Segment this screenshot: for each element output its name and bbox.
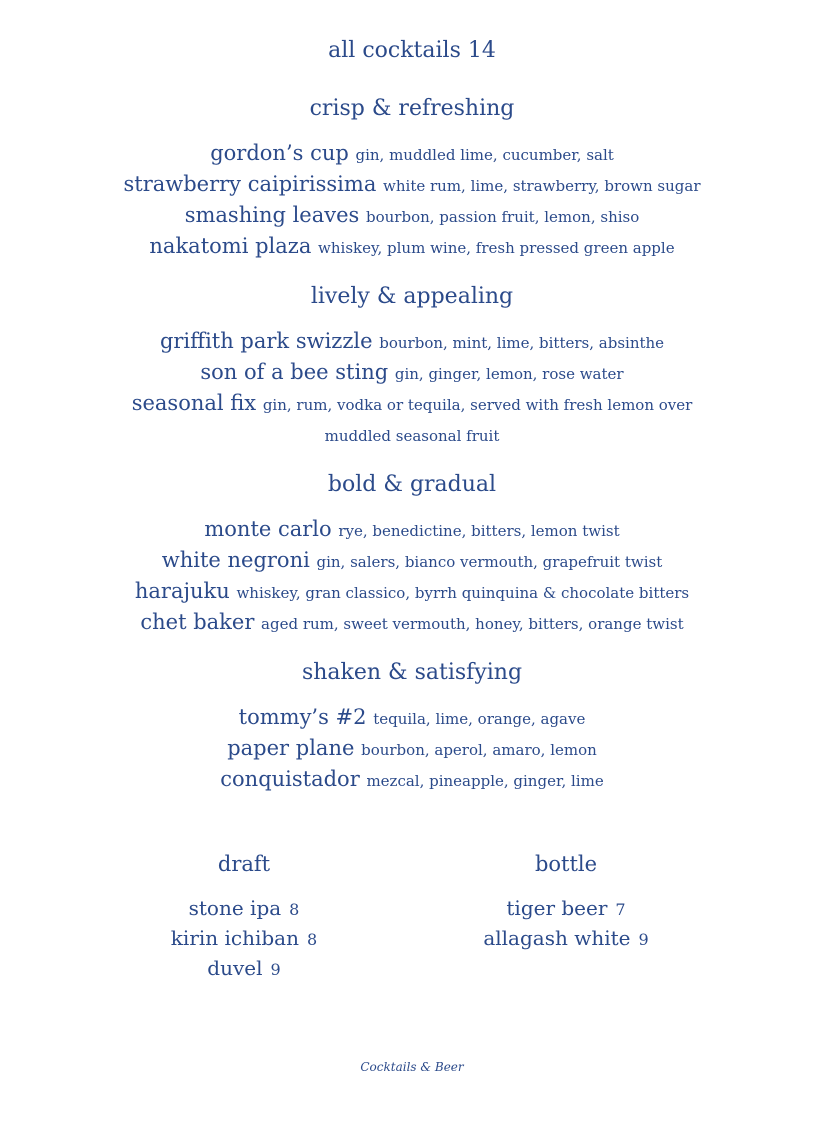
item-name: harajuku (134, 579, 230, 603)
menu-item (110, 577, 714, 608)
menu-title: all cocktails 14 (328, 38, 496, 63)
beer-name: kirin ichiban (170, 926, 299, 950)
item-name: smashing leaves (184, 203, 360, 227)
bottle-beer-list (416, 852, 716, 954)
item-description: gin, ginger, lemon, rose water (394, 365, 624, 383)
menu-item (110, 546, 714, 577)
item-description: tequila, lime, orange, agave (373, 710, 586, 728)
item-name: white negroni (161, 548, 310, 572)
item-description: white rum, lime, strawberry, brown sugar (383, 177, 701, 195)
item-name: monte carlo (204, 517, 332, 541)
section-crisp-refreshing (110, 96, 714, 263)
menu-item (110, 327, 714, 358)
item-description: rye, benedictine, bitters, lemon twist (338, 522, 620, 540)
beer-name: stone ipa (188, 896, 282, 920)
bottle-title: bottle (534, 852, 598, 876)
section-title: shaken & satisfying (301, 660, 523, 685)
menu-item (110, 608, 714, 639)
item-name: seasonal fix (131, 391, 257, 415)
item-description: gin, salers, bianco vermouth, grapefruit twist (316, 553, 663, 571)
beer-item (94, 894, 394, 924)
item-name: griffith park swizzle (159, 329, 373, 353)
section-bold-gradual (110, 472, 714, 639)
menu-item (110, 358, 714, 389)
section-title: bold & gradual (327, 472, 497, 497)
item-description: bourbon, passion fruit, lemon, shiso (366, 208, 640, 226)
beer-price: 7 (615, 900, 626, 919)
menu-item (110, 139, 714, 170)
menu-item (110, 389, 714, 451)
menu-item (110, 201, 714, 232)
item-description: bourbon, aperol, amaro, lemon (361, 741, 597, 759)
item-name: son of a bee sting (200, 360, 389, 384)
beer-name: allagash white (483, 926, 631, 950)
item-description: gin, muddled lime, cucumber, salt (355, 146, 614, 164)
beer-item (94, 924, 394, 954)
page-footer: Cocktails & Beer (360, 1060, 464, 1074)
item-description: whiskey, gran classico, byrrh quinquina & chocolate bitters (236, 584, 690, 602)
beer-item (416, 894, 716, 924)
beer-price: 9 (270, 960, 281, 979)
beer-price: 8 (307, 930, 318, 949)
beer-name: duvel (207, 956, 263, 980)
beer-item (94, 954, 394, 984)
item-name: conquistador (220, 767, 360, 791)
item-description: bourbon, mint, lime, bitters, absinthe (379, 334, 665, 352)
item-name: paper plane (227, 736, 355, 760)
menu-item (110, 734, 714, 765)
section-title: crisp & refreshing (309, 96, 515, 121)
item-name: chet baker (140, 610, 255, 634)
menu-item (110, 765, 714, 796)
item-name: nakatomi plaza (149, 234, 312, 258)
item-name: gordon’s cup (210, 141, 349, 165)
beer-price: 9 (638, 930, 649, 949)
draft-title: draft (217, 852, 271, 876)
beer-item (416, 924, 716, 954)
menu-item (110, 170, 714, 201)
menu-item (110, 703, 714, 734)
menu-item (110, 232, 714, 263)
item-description: mezcal, pineapple, ginger, lime (366, 772, 604, 790)
beer-price: 8 (289, 900, 300, 919)
menu-item (110, 515, 714, 546)
section-lively-appealing (110, 284, 714, 451)
item-description: gin, rum, vodka or tequila, served with fresh lemon over muddled seasonal fruit (262, 396, 693, 445)
item-name: strawberry caipirissima (123, 172, 377, 196)
draft-beer-list (94, 852, 394, 984)
section-shaken-satisfying (110, 660, 714, 796)
section-title: lively & appealing (310, 284, 514, 309)
item-description: aged rum, sweet vermouth, honey, bitters, orange twist (261, 615, 684, 633)
item-description: whiskey, plum wine, fresh pressed green apple (318, 239, 675, 257)
item-name: tommy’s #2 (238, 705, 367, 729)
beer-name: tiger beer (506, 896, 608, 920)
